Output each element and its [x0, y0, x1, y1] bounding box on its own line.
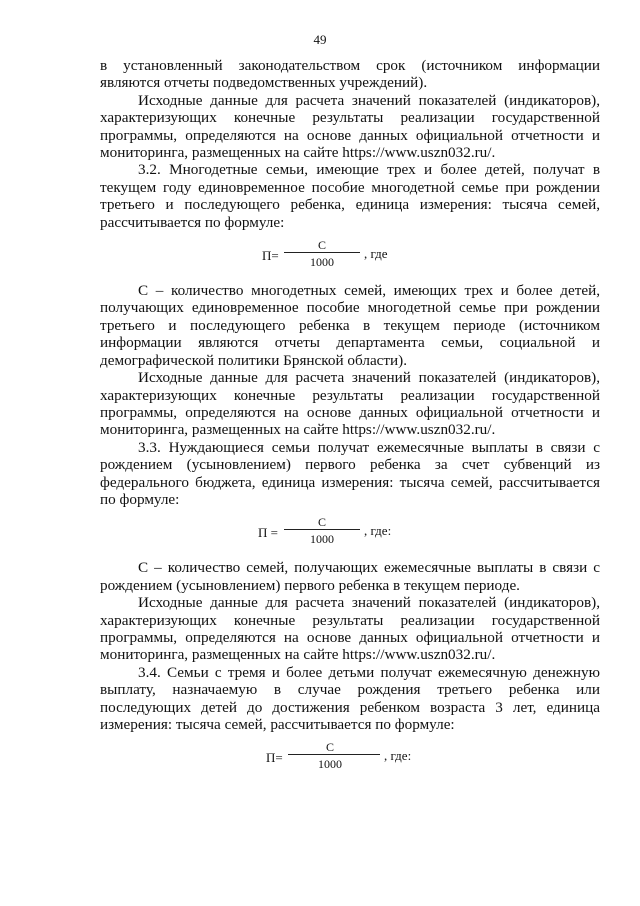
- formula-lhs: П=: [262, 248, 279, 264]
- formula-numerator: С: [325, 740, 334, 755]
- section-3-2-heading: 3.2. Многодетные семьи, имеющие трех и более детей, получат в текущем году единовременное пособие многодетной семье при рождении третьего и последующего ребенка, единица измерения: тысяча семей, рассчитывается по формуле:: [100, 161, 600, 231]
- intro-paragraph: в установленный законодательством срок (источником информации являются отчеты подведомственных учреждений).: [100, 57, 600, 92]
- formula-numerator: С: [317, 238, 326, 253]
- formula-3-3: [100, 515, 600, 547]
- formula-rhs: , где:: [384, 748, 412, 764]
- formula-3-4: [100, 740, 600, 772]
- source-note-2: Исходные данные для расчета значений показателей (индикаторов), характеризующих конечные результаты реализации государственной программы, определяются на основе данных официальной отчетности и мониторинга, размещенных на сайте https://www.uszn032.ru/.: [100, 369, 600, 439]
- formula-numerator: С: [317, 515, 326, 530]
- fraction-bar: [284, 529, 360, 530]
- page-number: 49: [313, 32, 327, 47]
- formula-rhs: , где:: [364, 523, 392, 539]
- formula-lhs: П =: [258, 525, 278, 541]
- formula-rhs: , где: [364, 246, 388, 262]
- document-body: [100, 57, 600, 772]
- formula-lhs: П=: [266, 750, 283, 766]
- formula-denominator: 1000: [318, 757, 342, 772]
- section-3-2-definition: С – количество многодетных семей, имеющих трех и более детей, получающих единовременное пособие многодетной семье при рождении третьего и последующего ребенка в текущем периоде (источником информации являются отчеты департамента семьи, социальной и демографической политики Брянской области).: [100, 282, 600, 369]
- formula-3-2: [100, 238, 600, 270]
- formula-denominator: 1000: [310, 532, 334, 547]
- source-note-3: Исходные данные для расчета значений показателей (индикаторов), характеризующих конечные результаты реализации государственной программы, определяются на основе данных официальной отчетности и мониторинга, размещенных на сайте https://www.uszn032.ru/.: [100, 594, 600, 664]
- section-3-3-definition: С – количество семей, получающих ежемесячные выплаты в связи с рождением (усыновлением) первого ребенка в текущем периоде.: [100, 559, 600, 594]
- section-3-3-heading: 3.3. Нуждающиеся семьи получат ежемесячные выплаты в связи с рождением (усыновлением) первого ребенка за счет субвенций из федерального бюджета, единица измерения: тысяча семей, рассчитывается по формуле:: [100, 438, 600, 508]
- source-note-1: Исходные данные для расчета значений показателей (индикаторов), характеризующих конечные результаты реализации государственной программы, определяются на основе данных официальной отчетности и мониторинга, размещенных на сайте https://www.uszn032.ru/.: [100, 91, 600, 162]
- section-3-4-heading: 3.4. Семьи с тремя и более детьми получат ежемесячную денежную выплату, назначаемую в случае рождения третьего ребенка или последующих детей до достижения ребенком возраста 3 лет, единица измерения: тысяча семей, рассчитывается по формуле:: [100, 663, 600, 733]
- fraction-bar: [288, 754, 380, 755]
- formula-denominator: 1000: [310, 255, 334, 270]
- fraction-bar: [284, 252, 360, 253]
